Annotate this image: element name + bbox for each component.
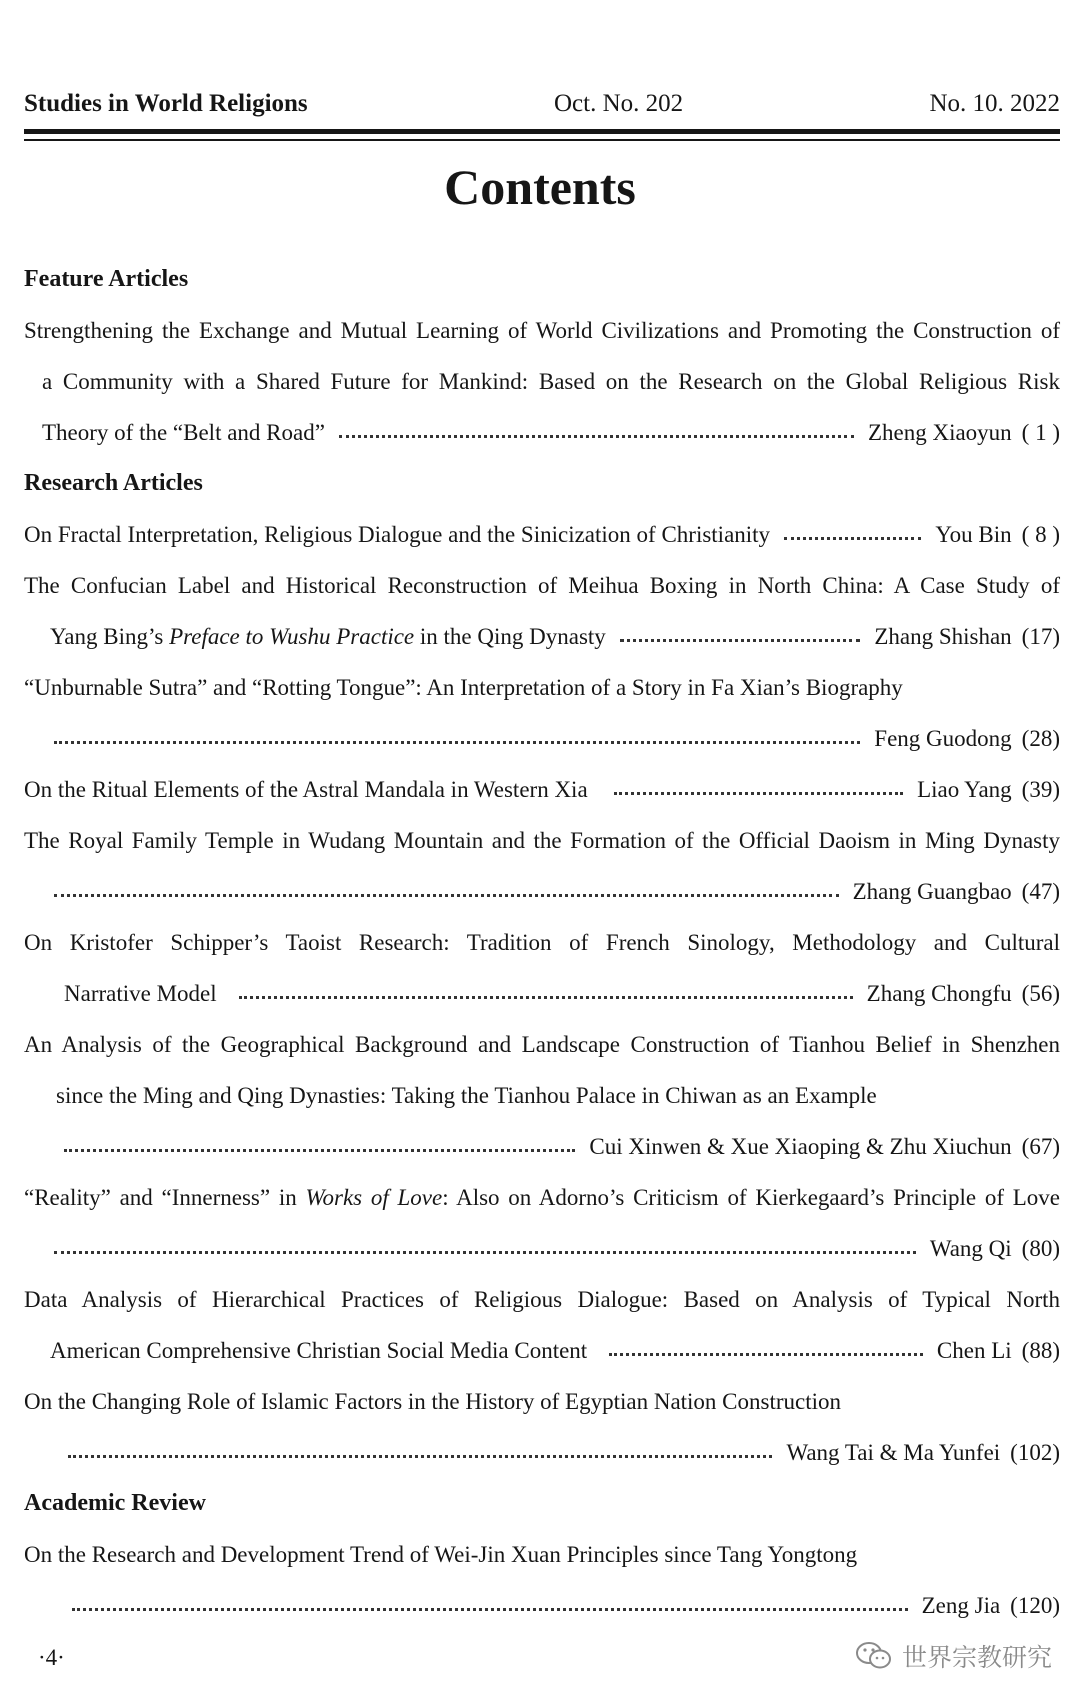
toc-entry[interactable]	[24, 1172, 1060, 1274]
entry-author: Liao Yang	[917, 777, 1012, 802]
entry-author: Wang Qi	[929, 1236, 1012, 1261]
entry-title-line: On the Research and Development Trend of Wei-Jin Xuan Principles since Tang Yongtong	[24, 1542, 858, 1567]
entry-title-line: “Reality” and “Innerness” in Works of Love: Also on Adorno’s Criticism of Kierkegaard’s Principle of Love	[24, 1185, 1061, 1210]
dot-leader	[64, 1149, 575, 1152]
toc-entry[interactable]	[24, 662, 1060, 764]
entry-title-line: Theory of the “Belt and Road”	[42, 420, 325, 445]
entry-title-line: The Confucian Label and Historical Reconstruction of Meihua Boxing in North China: A Case Study of	[24, 573, 1060, 598]
dot-leader	[54, 894, 839, 897]
entry-title-line: On Kristofer Schipper’s Taoist Research: Tradition of French Sinology, Methodology and Cultural	[24, 930, 1060, 955]
entry-author: Zhang Chongfu	[866, 981, 1012, 1006]
entry-page: (88)	[1021, 1338, 1060, 1363]
entry-title-line: The Royal Family Temple in Wudang Mountain and the Formation of the Official Daoism in Ming Dynasty	[24, 828, 1060, 853]
entry-page: (102)	[1010, 1440, 1060, 1465]
entry-author: Zeng Jia	[921, 1593, 1001, 1618]
toc-entry[interactable]	[24, 1274, 1060, 1376]
section-heading-feature: Feature Articles	[24, 266, 189, 292]
entry-title-line: American Comprehensive Christian Social Media Content	[50, 1338, 588, 1363]
entry-title-line: Data Analysis of Hierarchical Practices of Religious Dialogue: Based on Analysis of Typical North	[24, 1287, 1060, 1312]
entry-title-line: Yang Bing’s Preface to Wushu Practice in the Qing Dynasty	[50, 624, 606, 649]
dot-leader	[54, 741, 860, 744]
running-header	[24, 84, 1060, 124]
entry-title-line: a Community with a Shared Future for Mankind: Based on the Research on the Global Religious Risk	[42, 369, 1060, 394]
entry-page: (67)	[1021, 1134, 1060, 1159]
page-number: ·4·	[38, 1645, 65, 1670]
entry-page: (120)	[1010, 1593, 1060, 1618]
table-of-contents	[24, 254, 1060, 1631]
dot-leader	[54, 1251, 916, 1254]
page-title: Contents	[444, 159, 636, 215]
entry-page: (56)	[1021, 981, 1060, 1006]
toc-entry[interactable]	[24, 1019, 1060, 1172]
entry-author: Chen Li	[936, 1338, 1012, 1363]
entry-author: Zhang Shishan	[874, 624, 1012, 649]
entry-page: (39)	[1021, 777, 1060, 802]
section-heading-review: Academic Review	[24, 1490, 206, 1516]
entry-author: Wang Tai & Ma Yunfei	[786, 1440, 1001, 1465]
toc-entry[interactable]	[24, 1529, 1060, 1631]
entry-final-line	[24, 713, 1060, 764]
header-rule-thick	[24, 129, 1060, 134]
entry-title-line: “Unburnable Sutra” and “Rotting Tongue”: An Interpretation of a Story in Fa Xian’s Biography	[24, 675, 903, 700]
entry-author: Feng Guodong	[874, 726, 1012, 751]
entry-author: Cui Xinwen & Xue Xiaoping & Zhu Xiuchun	[589, 1134, 1012, 1159]
entry-page: (17)	[1021, 624, 1060, 649]
section-heading-research: Research Articles	[24, 470, 203, 496]
entry-final-line	[24, 407, 1060, 458]
entry-author: Zhang Guangbao	[852, 879, 1012, 904]
entry-final-line	[24, 1580, 1060, 1631]
watermark-text: 世界宗教研究	[901, 1643, 1052, 1672]
entry-author: You Bin	[935, 522, 1012, 547]
entry-page: (28)	[1021, 726, 1060, 751]
entry-final-line	[24, 611, 1060, 662]
dot-leader	[609, 1353, 923, 1356]
dot-leader	[784, 537, 921, 540]
dot-leader	[614, 792, 903, 795]
entry-page: (80)	[1021, 1236, 1060, 1261]
journal-name: Studies in World Religions	[24, 90, 308, 117]
entry-final-line	[24, 866, 1060, 917]
wechat-icon	[854, 1640, 894, 1672]
entry-final-line	[24, 764, 1060, 815]
entry-title-line: On the Changing Role of Islamic Factors in the History of Egyptian Nation Construction	[24, 1389, 842, 1414]
toc-entry[interactable]	[24, 509, 1060, 560]
issue-label: Oct. No. 202	[553, 90, 684, 117]
entry-final-line	[24, 509, 1060, 560]
toc-entry[interactable]	[24, 764, 1060, 815]
entry-author: Zheng Xiaoyun	[867, 420, 1012, 445]
book-title: Works of Love	[305, 1185, 443, 1210]
book-title: Preface to Wushu Practice	[169, 624, 415, 649]
entry-title-line: An Analysis of the Geographical Background and Landscape Construction of Tianhou Belief in Shenzhen	[24, 1032, 1060, 1057]
entry-final-line	[24, 1325, 1060, 1376]
entry-title-line: On Fractal Interpretation, Religious Dialogue and the Sinicization of Christianity	[24, 522, 771, 547]
dot-leader	[68, 1455, 772, 1458]
entry-final-line	[24, 1121, 1060, 1172]
entry-title-line: since the Ming and Qing Dynasties: Taking the Tianhou Palace in Chiwan as an Example	[56, 1083, 877, 1108]
entry-title-line: Strengthening the Exchange and Mutual Learning of World Civilizations and Promoting the Construction of	[24, 318, 1060, 343]
dot-leader	[620, 639, 861, 642]
toc-entry[interactable]	[24, 917, 1060, 1019]
entry-page: ( 1 )	[1021, 420, 1060, 445]
entry-final-line	[24, 1223, 1060, 1274]
dot-leader	[72, 1608, 908, 1611]
entry-page: ( 8 )	[1021, 522, 1060, 547]
entry-page: (47)	[1021, 879, 1060, 904]
toc-entry[interactable]	[24, 1376, 1060, 1478]
entry-final-line	[24, 968, 1060, 1019]
toc-entry[interactable]	[24, 815, 1060, 917]
number-label: No. 10. 2022	[929, 90, 1060, 117]
entry-title-line: On the Ritual Elements of the Astral Mandala in Western Xia	[24, 777, 588, 802]
toc-entry[interactable]	[24, 305, 1060, 458]
toc-entry[interactable]	[24, 560, 1060, 662]
dot-leader	[339, 435, 854, 438]
header-rule-thin	[24, 139, 1060, 141]
dot-leader	[239, 996, 853, 999]
entry-final-line	[24, 1427, 1060, 1478]
entry-title-line: Narrative Model	[64, 981, 217, 1006]
watermark	[854, 1634, 1052, 1678]
